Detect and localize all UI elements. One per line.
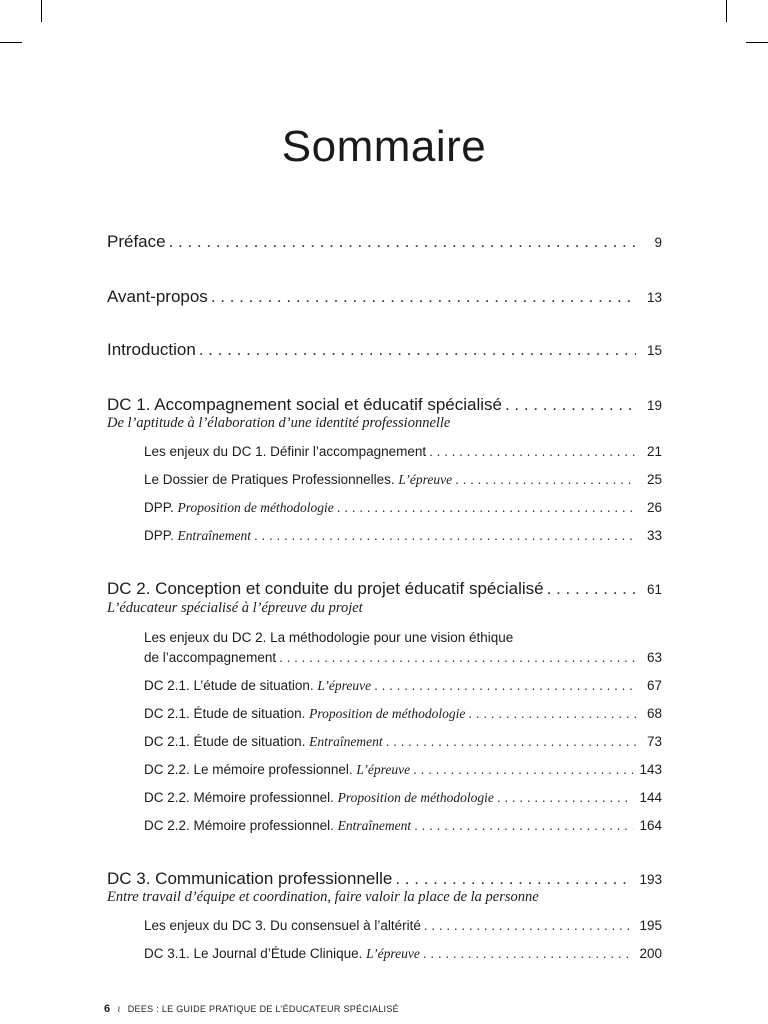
crop-mark: [41, 0, 42, 22]
toc-page-number: 144: [639, 790, 662, 805]
section-subtitle: Entre travail d’équipe et coordination, faire valoir la place de la personne: [107, 889, 539, 905]
page-title: Sommaire: [281, 122, 487, 171]
leader-dots: [254, 528, 636, 543]
toc-page-number: 164: [639, 818, 662, 833]
toc-subentry-label: DC 2.2. Mémoire professionnel. Entraînement: [144, 818, 412, 833]
leader-dots: [468, 706, 636, 721]
toc-page-number: 67: [646, 678, 662, 693]
leader-dots: [337, 500, 636, 515]
toc-subentry[interactable]: [144, 444, 662, 460]
leader-dots: [169, 232, 636, 252]
toc-entry-label: DC 1. Accompagnement social et éducatif spécialisé: [107, 395, 502, 414]
toc-subentry[interactable]: [144, 734, 662, 750]
toc-subentry-label: Les enjeux du DC 3. Du consensuel à l’altérité: [144, 918, 421, 933]
leader-dots: [211, 287, 636, 307]
toc-subentry-label: de l’accompagnement: [144, 650, 277, 665]
toc-page-number: 63: [646, 650, 662, 665]
leader-dots: [395, 869, 633, 889]
toc-page-number: 200: [639, 946, 662, 961]
leader-dots: [423, 946, 634, 961]
footer-running-title: DEES : LE GUIDE PRATIQUE DE L’ÉDUCATEUR SPÉCIALISÉ: [127, 1004, 399, 1014]
toc-page-number: 61: [646, 582, 662, 597]
leader-dots: [455, 472, 636, 487]
toc-entry-label: Préface: [107, 232, 166, 251]
toc-entry-dc3[interactable]: [107, 869, 662, 889]
crop-mark: [746, 42, 768, 43]
toc-subentry-label: DC 2.2. Le mémoire professionnel. L’épreuve: [144, 762, 411, 777]
toc-page-number: 25: [646, 472, 662, 487]
toc-page-number: 21: [646, 444, 662, 459]
leader-dots: [497, 790, 634, 805]
toc-subentry-label: DC 3.1. Le Journal d’Étude Clinique. L’épreuve: [144, 946, 420, 961]
toc-subentry[interactable]: [144, 946, 662, 962]
toc-page-number: 143: [639, 762, 662, 777]
toc-page-number: 33: [646, 528, 662, 543]
toc-page-number: 68: [646, 706, 662, 721]
leader-dots: [414, 818, 633, 833]
toc-page-number: 19: [646, 398, 662, 413]
toc-subentry[interactable]: [144, 500, 662, 516]
crop-mark: [0, 42, 22, 43]
leader-dots: [505, 395, 636, 415]
toc-subentry[interactable]: [144, 528, 662, 544]
footer-page-number: 6: [104, 1003, 111, 1015]
toc-page-number: 9: [654, 235, 662, 250]
leader-dots: [386, 734, 636, 749]
toc-entry-introduction[interactable]: [107, 340, 662, 360]
toc-page-number: 15: [646, 343, 662, 358]
toc-subentry-label: DPP. Proposition de méthodologie: [144, 500, 334, 515]
toc-page-number: 193: [639, 872, 662, 887]
toc-entry-label: Introduction: [107, 340, 196, 359]
toc-subentry[interactable]: [144, 818, 662, 834]
toc-entry-preface[interactable]: [107, 232, 662, 252]
toc-page-number: 195: [639, 918, 662, 933]
toc-subentry-label: DPP. Entraînement: [144, 528, 252, 543]
toc-subentry-first-line[interactable]: Les enjeux du DC 2. La méthodologie pour une vision éthique: [144, 630, 514, 645]
toc-subentry-label: Le Dossier de Pratiques Professionnelles. L’épreuve: [144, 472, 453, 487]
toc-entry-label: Avant-propos: [107, 287, 208, 306]
crop-mark: [726, 0, 727, 22]
leader-dots: [424, 918, 634, 933]
toc-page-number: 26: [646, 500, 662, 515]
toc-subentry[interactable]: [144, 706, 662, 722]
section-subtitle: De l’aptitude à l’élaboration d’une identité professionnelle: [107, 415, 451, 431]
toc-subentry[interactable]: [144, 472, 662, 488]
leader-dots: [547, 579, 636, 599]
leader-dots: [429, 444, 636, 459]
section-subtitle: L’éducateur spécialisé à l’épreuve du projet: [107, 600, 363, 616]
toc-entry-dc2[interactable]: [107, 579, 662, 599]
leader-dots: [199, 340, 636, 360]
toc-subentry[interactable]: [144, 790, 662, 806]
toc-subentry-label: Les enjeux du DC 1. Définir l’accompagnement: [144, 444, 427, 459]
toc-entry-label: DC 2. Conception et conduite du projet éducatif spécialisé: [107, 579, 544, 598]
toc-page-number: 73: [646, 734, 662, 749]
toc-subentry-label: DC 2.1. Étude de situation. Entraînement: [144, 734, 383, 749]
toc-subentry[interactable]: [144, 762, 662, 778]
toc-entry-avant-propos[interactable]: [107, 287, 662, 307]
footer-separator: ≀: [117, 1004, 121, 1014]
toc-subentry[interactable]: [144, 918, 662, 934]
toc-subentry-label: DC 2.1. Étude de situation. Proposition de méthodologie: [144, 706, 466, 721]
toc-page-number: 13: [646, 290, 662, 305]
toc-entry-label: DC 3. Communication professionnelle: [107, 869, 393, 888]
toc-subentry-label: DC 2.2. Mémoire professionnel. Proposition de méthodologie: [144, 790, 494, 805]
toc-subentry[interactable]: [144, 678, 662, 694]
toc-entry-dc1[interactable]: [107, 395, 662, 415]
toc-subentry-label: DC 2.1. L’étude de situation. L’épreuve: [144, 678, 372, 693]
running-footer: [104, 1003, 399, 1015]
leader-dots: [413, 762, 633, 777]
leader-dots: [374, 678, 636, 693]
toc-subentry[interactable]: [144, 650, 662, 666]
leader-dots: [279, 650, 636, 665]
